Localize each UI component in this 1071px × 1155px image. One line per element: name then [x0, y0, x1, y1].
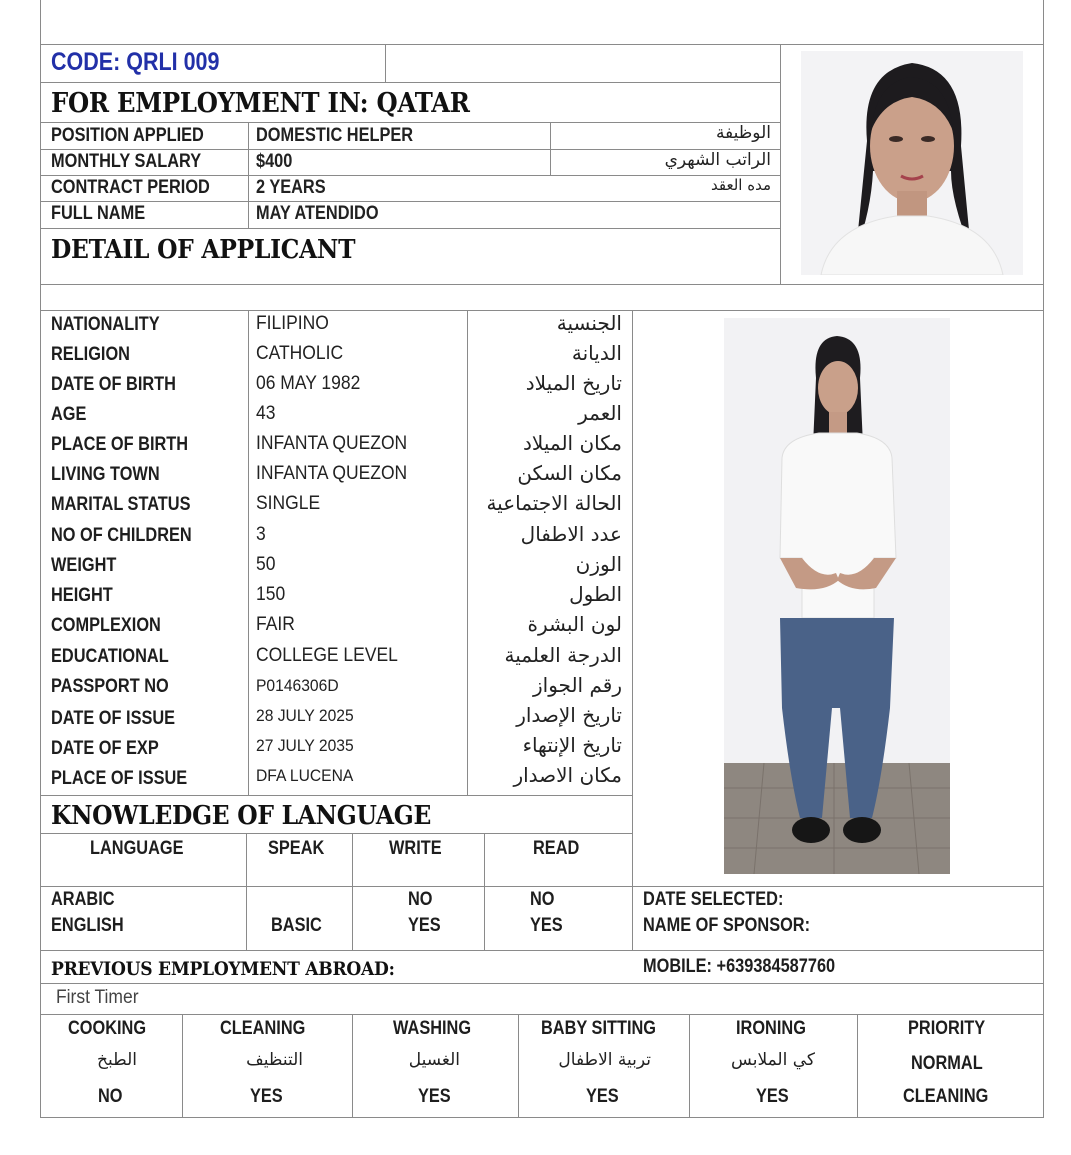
detail-arabic: الديانة — [571, 341, 622, 365]
detail-value: FAIR — [256, 614, 295, 635]
detail-arabic: مكان الميلاد — [523, 431, 622, 455]
position-label: POSITION APPLIED — [51, 125, 204, 146]
skill-arabic: تربية الاطفال — [558, 1050, 651, 1070]
fullname-value: MAY ATENDIDO — [256, 203, 379, 224]
date-selected: DATE SELECTED: — [643, 889, 784, 910]
detail-value: INFANTA QUEZON — [256, 433, 408, 454]
write-col-header: WRITE — [389, 838, 442, 859]
previous-employment-value: First Timer — [56, 987, 139, 1008]
speak-col-header: SPEAK — [268, 838, 325, 859]
position-value: DOMESTIC HELPER — [256, 125, 414, 146]
skill-arabic: الطبخ — [97, 1050, 137, 1070]
salary-arabic: الراتب الشهري — [664, 150, 771, 170]
detail-label: LIVING TOWN — [51, 464, 160, 485]
detail-arabic: عدد الاطفال — [520, 522, 622, 546]
detail-label: PASSPORT NO — [51, 676, 169, 697]
read-col-header: READ — [533, 838, 580, 859]
detail-label: DATE OF EXP — [51, 738, 159, 759]
skill-value: NO — [98, 1086, 123, 1107]
language-name: ARABIC — [51, 889, 115, 910]
skill-header: PRIORITY — [908, 1018, 986, 1039]
language-write: NO — [408, 889, 433, 910]
skill-arabic: الغسيل — [408, 1050, 460, 1070]
applicant-full-photo — [724, 318, 950, 874]
detail-value: 43 — [256, 403, 276, 424]
detail-label: EDUCATIONAL — [51, 646, 169, 667]
detail-label: DATE OF BIRTH — [51, 374, 176, 395]
skill-value: CLEANING — [903, 1086, 989, 1107]
skill-value: YES — [586, 1086, 619, 1107]
detail-arabic: لون البشرة — [527, 612, 622, 636]
detail-heading: DETAIL OF APPLICANT — [51, 235, 356, 265]
detail-arabic: تاريخ الإصدار — [516, 703, 622, 727]
skill-header: WASHING — [393, 1018, 472, 1039]
detail-arabic: الحالة الاجتماعية — [486, 491, 622, 515]
skill-header: COOKING — [68, 1018, 147, 1039]
contract-value: 2 YEARS — [256, 177, 326, 198]
skill-header: CLEANING — [220, 1018, 306, 1039]
detail-label: COMPLEXION — [51, 615, 161, 636]
skill-arabic: كي الملابس — [731, 1050, 815, 1070]
detail-arabic: الطول — [569, 582, 622, 606]
detail-label: HEIGHT — [51, 585, 113, 606]
detail-value: P0146306D — [256, 676, 339, 695]
language-name: ENGLISH — [51, 915, 124, 936]
detail-value: 27 JULY 2035 — [256, 736, 354, 755]
skill-value: YES — [756, 1086, 789, 1107]
language-read: NO — [530, 889, 555, 910]
detail-value: 50 — [256, 554, 276, 575]
detail-value: 150 — [256, 584, 286, 605]
skill-value: YES — [418, 1086, 451, 1107]
language-write: YES — [408, 915, 441, 936]
detail-arabic: تاريخ الإنتهاء — [522, 733, 622, 757]
language-speak: BASIC — [271, 915, 322, 936]
form-code: CODE: QRLI 009 — [51, 48, 220, 76]
detail-arabic: الوزن — [575, 552, 622, 576]
detail-arabic: الجنسية — [556, 311, 622, 335]
detail-label: AGE — [51, 404, 87, 425]
detail-label: PLACE OF BIRTH — [51, 434, 189, 455]
previous-employment-heading: PREVIOUS EMPLOYMENT ABROAD: — [51, 958, 395, 980]
detail-label: PLACE OF ISSUE — [51, 768, 188, 789]
detail-label: NATIONALITY — [51, 314, 160, 335]
sponsor-name: NAME OF SPONSOR: — [643, 915, 811, 936]
sponsor-mobile: MOBILE: +639384587760 — [643, 956, 836, 977]
detail-label: DATE OF ISSUE — [51, 708, 176, 729]
detail-value: 3 — [256, 524, 266, 545]
detail-arabic: تاريخ الميلاد — [525, 371, 622, 395]
employment-heading: FOR EMPLOYMENT IN: QATAR — [51, 88, 470, 119]
skill-value: YES — [250, 1086, 283, 1107]
detail-value: 06 MAY 1982 — [256, 373, 361, 394]
language-heading: KNOWLEDGE OF LANGUAGE — [51, 801, 432, 831]
detail-value: 28 JULY 2025 — [256, 706, 354, 725]
language-read: YES — [530, 915, 563, 936]
contract-arabic: مده العقد — [711, 176, 771, 194]
detail-arabic: العمر — [578, 401, 622, 425]
detail-label: MARITAL STATUS — [51, 494, 191, 515]
salary-value: $400 — [256, 151, 293, 172]
language-col-header: LANGUAGE — [90, 838, 184, 859]
detail-value: DFA LUCENA — [256, 766, 354, 785]
detail-value: FILIPINO — [256, 313, 329, 334]
salary-label: MONTHLY SALARY — [51, 151, 202, 172]
detail-label: NO OF CHILDREN — [51, 525, 192, 546]
fullname-label: FULL NAME — [51, 203, 146, 224]
detail-value: COLLEGE LEVEL — [256, 645, 398, 666]
detail-value: INFANTA QUEZON — [256, 463, 408, 484]
detail-label: WEIGHT — [51, 555, 117, 576]
detail-label: RELIGION — [51, 344, 130, 365]
applicant-headshot — [801, 51, 1023, 275]
detail-arabic: الدرجة العلمية — [504, 643, 622, 667]
priority-value: NORMAL — [911, 1053, 983, 1074]
skill-header: BABY SITTING — [541, 1018, 656, 1039]
skill-header: IRONING — [736, 1018, 806, 1039]
detail-arabic: مكان السكن — [517, 461, 622, 485]
detail-value: SINGLE — [256, 493, 321, 514]
detail-value: CATHOLIC — [256, 343, 344, 364]
detail-arabic: مكان الاصدار — [513, 763, 622, 787]
contract-label: CONTRACT PERIOD — [51, 177, 210, 198]
position-arabic: الوظيفة — [715, 123, 771, 143]
skill-arabic: التنظيف — [246, 1050, 303, 1070]
detail-arabic: رقم الجواز — [533, 673, 622, 697]
